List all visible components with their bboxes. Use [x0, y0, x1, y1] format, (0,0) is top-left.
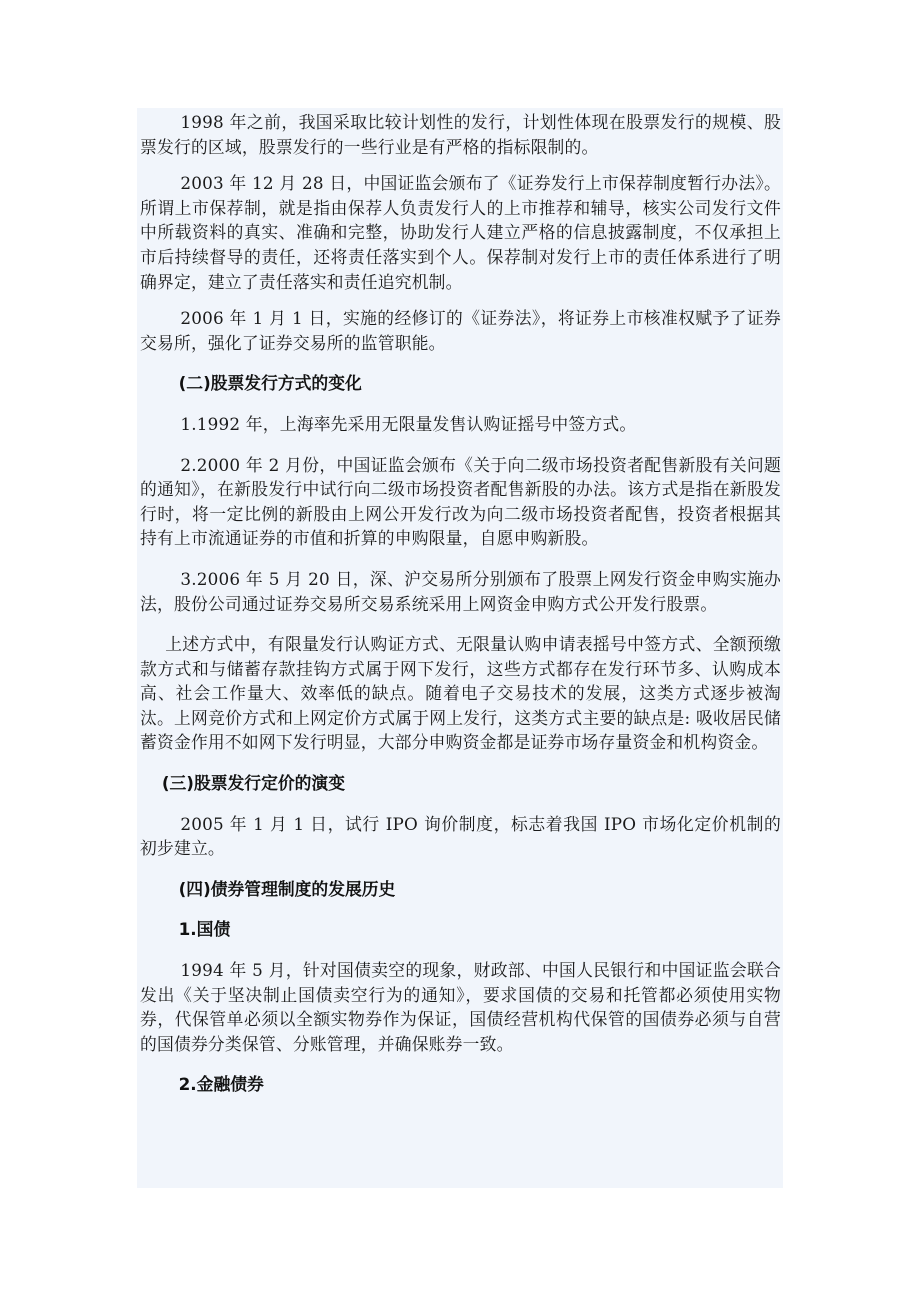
- list-item-1: 1.1992 年，上海率先采用无限量发售认购证摇号中签方式。: [180, 413, 637, 434]
- paragraph-2005: 2005 年 1 月 1 日，试行 IPO 询价制度，标志着我国 IPO 市场化定价机制的初步建立。: [140, 813, 781, 859]
- paragraph-1994: 1994 年 5 月，针对国债卖空的现象，财政部、中国人民银行和中国证监会联合发出《关于坚决制止国债卖空行为的通知》，要求国债的交易和托管都必须使用实物券，代保管单必须以全额实物券作为保证，国债经营机构代保管的国债券必须与自营的国债券分类保管、分账管理，并确保账券一致。: [140, 960, 781, 1054]
- subheading-treasury-bonds: 1.国债: [178, 919, 231, 940]
- section-heading-3: (三)股票发行定价的演变: [161, 773, 345, 794]
- list-item-2: 2.2000 年 2 月份，中国证监会颁布《关于向二级市场投资者配售新股有关问题的通知》，在新股发行中试行向二级市场投资者配售新股的办法。该方式是指在新股发行时，将一定比例的新股由上网公开发行改为向二级市场投资者配售，投资者根据其持有上市流通证券的市值和折算的申购限量，自愿申购新股。: [140, 454, 781, 549]
- section-heading-4: (四)债券管理制度的发展历史: [178, 878, 396, 899]
- section-heading-2: (二)股票发行方式的变化: [178, 373, 362, 394]
- paragraph-1998: 1998 年之前，我国采取比较计划性的发行，计划性体现在股票发行的规模、股票发行的区域，股票发行的一些行业是有严格的指标限制的。: [140, 112, 781, 157]
- list-item-3: 3.2006 年 5 月 20 日，深、沪交易所分别颁布了股票上网发行资金申购实施办法，股份公司通过证券交易所交易系统采用上网资金申购方式公开发行股票。: [140, 568, 781, 614]
- paragraph-summary: 上述方式中，有限量发行认购证方式、无限量认购申请表摇号中签方式、全额预缴款方式和与储蓄存款挂钩方式属于网下发行，这些方式都存在发行环节多、认购成本高、社会工作量大、效率低的缺点。随着电子交易技术的发展，这类方式逐步被淘汰。上网竞价方式和上网定价方式属于网上发行，这类方式主要的缺点是: 吸收居民储蓄资金作用不如网下发行明显，大部分申购资金都是证券市场存量资金和机构资金。: [140, 634, 781, 753]
- paragraph-2003: 2003 年 12 月 28 日，中国证监会颁布了《证券发行上市保荐制度暂行办法》。所谓上市保荐制，就是指由保荐人负责发行人的上市推荐和辅导，核实公司发行文件中所载资料的真实、准确和完整，协助发行人建立严格的信息披露制度，不仅承担上市后持续督导的责任，还将责任落实到个人。保荐制对发行上市的责任体系进行了明确界定，建立了责任落实和责任追究机制。: [140, 173, 781, 292]
- subheading-financial-bonds: 2.金融债券: [178, 1074, 264, 1095]
- paragraph-2006: 2006 年 1 月 1 日，实施的经修订的《证券法》，将证券上市核准权赋予了证券交易所，强化了证券交易所的监管职能。: [140, 308, 781, 353]
- document-body: [137, 108, 783, 1188]
